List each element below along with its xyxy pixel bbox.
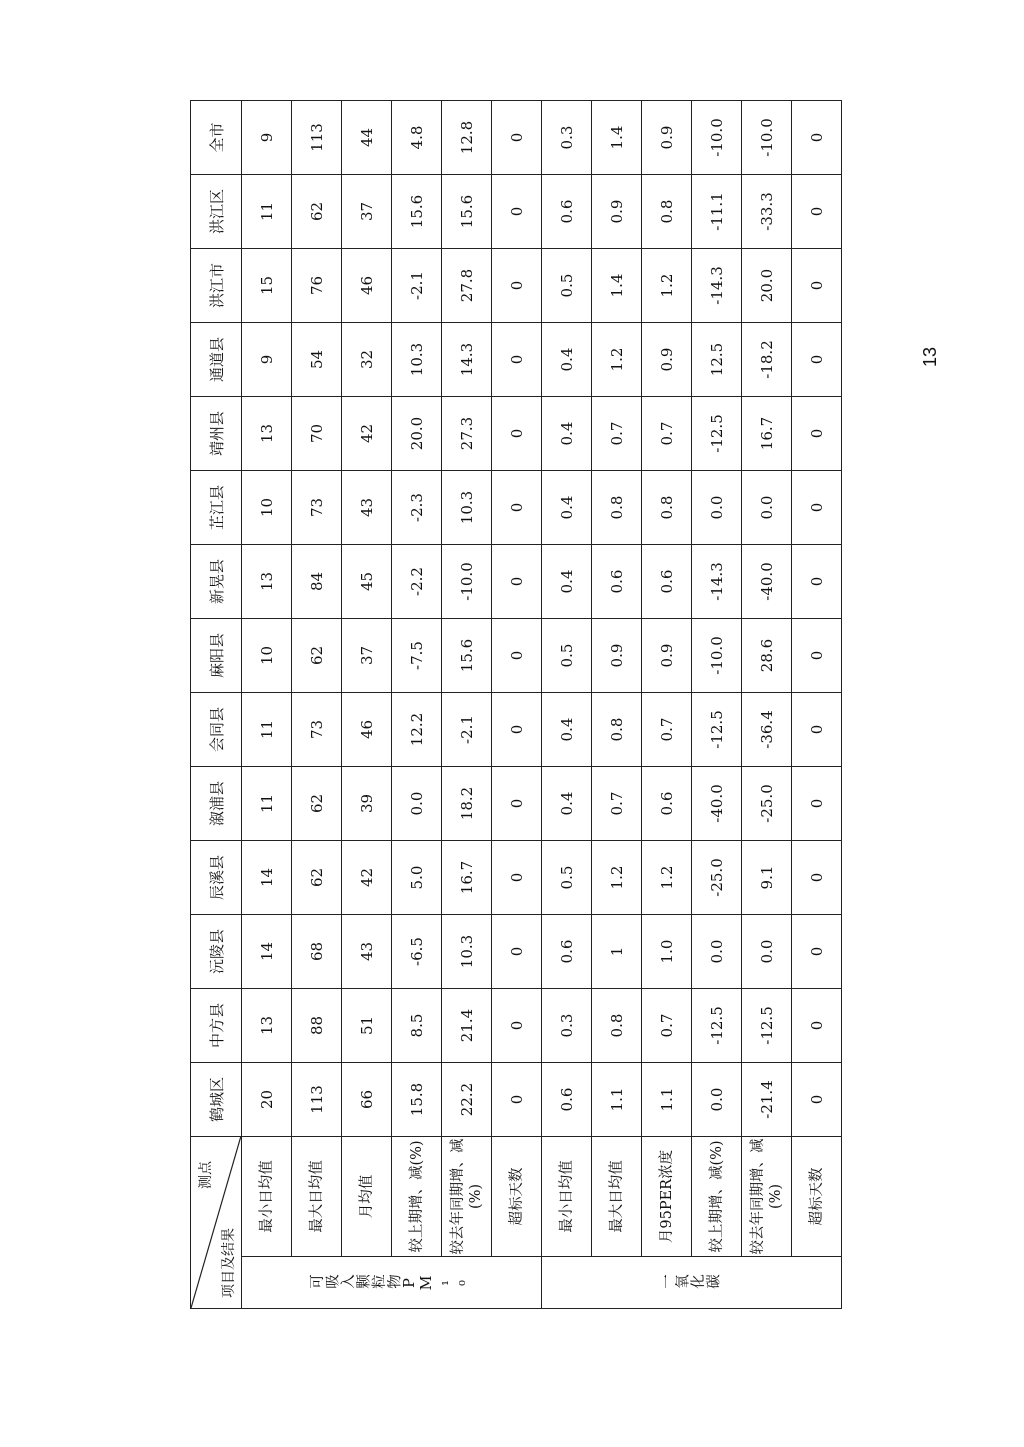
table-cell: 0.4 <box>542 471 592 545</box>
table-row <box>792 101 842 1309</box>
table-cell: 0.4 <box>542 397 592 471</box>
table-cell: 0 <box>492 767 542 841</box>
table-cell: 15.6 <box>442 619 492 693</box>
table-cell: 1.0 <box>642 915 692 989</box>
column-header: 靖州县 <box>191 397 242 471</box>
table-cell: -2.2 <box>392 545 442 619</box>
table-cell: 0.5 <box>542 619 592 693</box>
table-cell: 0.5 <box>542 249 592 323</box>
table-cell: 0 <box>792 767 842 841</box>
table-cell: 0.7 <box>592 397 642 471</box>
table-cell: 0.3 <box>542 989 592 1063</box>
table-cell: 10 <box>242 471 292 545</box>
table-cell: 0 <box>492 397 542 471</box>
table-cell: 0.7 <box>642 397 692 471</box>
table-cell: 0 <box>492 471 542 545</box>
table-cell: 0 <box>492 249 542 323</box>
table-cell: 20 <box>242 1063 292 1137</box>
table-cell: 37 <box>342 619 392 693</box>
table-cell: 9 <box>242 323 292 397</box>
table-cell: 62 <box>292 841 342 915</box>
table-cell: 0 <box>792 693 842 767</box>
table-cell: -10.0 <box>692 619 742 693</box>
table-cell: 16.7 <box>442 841 492 915</box>
table-cell: 88 <box>292 989 342 1063</box>
table-cell: 0 <box>792 175 842 249</box>
table-cell: 18.2 <box>442 767 492 841</box>
table-cell: 0 <box>492 693 542 767</box>
table-cell: 1 <box>592 915 642 989</box>
table-cell: 13 <box>242 397 292 471</box>
table-cell: 13 <box>242 989 292 1063</box>
table-cell: 44 <box>342 101 392 175</box>
table-cell: -14.3 <box>692 545 742 619</box>
table-cell: 70 <box>292 397 342 471</box>
table-cell: 0 <box>492 989 542 1063</box>
table-cell: 0.0 <box>692 471 742 545</box>
table-cell: -40.0 <box>692 767 742 841</box>
table-cell: 13 <box>242 545 292 619</box>
table-cell: 68 <box>292 915 342 989</box>
column-header: 会同县 <box>191 693 242 767</box>
table-corner-header <box>191 1137 242 1309</box>
table-cell: -14.3 <box>692 249 742 323</box>
table-cell: 12.2 <box>392 693 442 767</box>
table-cell: 73 <box>292 471 342 545</box>
table-cell: 0.3 <box>542 101 592 175</box>
table-cell: -33.3 <box>742 175 792 249</box>
column-header: 溆浦县 <box>191 767 242 841</box>
table-cell: -12.5 <box>692 397 742 471</box>
table-cell: -18.2 <box>742 323 792 397</box>
column-header: 洪江市 <box>191 249 242 323</box>
table-cell: 54 <box>292 323 342 397</box>
table-cell: 1.1 <box>642 1063 692 1137</box>
table-cell: -11.1 <box>692 175 742 249</box>
table-cell: 0.8 <box>592 989 642 1063</box>
table-cell: 39 <box>342 767 392 841</box>
table-cell: 0.9 <box>642 101 692 175</box>
table-cell: 1.4 <box>592 249 642 323</box>
table-cell: 0.6 <box>542 1063 592 1137</box>
table-row <box>642 101 692 1309</box>
table-cell: 42 <box>342 841 392 915</box>
table-cell: -2.1 <box>442 693 492 767</box>
corner-bottom-label: 项目及结果 <box>221 1228 237 1298</box>
table-cell: 46 <box>342 693 392 767</box>
table-cell: 14 <box>242 841 292 915</box>
table-cell: 0 <box>792 619 842 693</box>
table-cell: 0 <box>492 101 542 175</box>
table-cell: 1.2 <box>642 841 692 915</box>
column-header: 全市 <box>191 101 242 175</box>
row-label: 最大日均值 <box>292 1137 342 1257</box>
table-cell: 0 <box>792 323 842 397</box>
table-cell: 0.6 <box>542 175 592 249</box>
table-cell: 0.7 <box>592 767 642 841</box>
table-cell: 1.2 <box>592 323 642 397</box>
table-row <box>742 101 792 1309</box>
table-cell: -10.0 <box>692 101 742 175</box>
row-label: 最大日均值 <box>592 1137 642 1257</box>
table-cell: 0.9 <box>592 175 642 249</box>
table-cell: 42 <box>342 397 392 471</box>
column-header: 鹤城区 <box>191 1063 242 1137</box>
column-header: 通道县 <box>191 323 242 397</box>
table-cell: 28.6 <box>742 619 792 693</box>
group-label: 可吸入颗粒物PM₁₀ <box>309 1275 470 1291</box>
table-cell: 14.3 <box>442 323 492 397</box>
row-label: 月均值 <box>342 1137 392 1257</box>
table-cell: 14 <box>242 915 292 989</box>
column-header: 芷江县 <box>191 471 242 545</box>
table-cell: -25.0 <box>742 767 792 841</box>
table-cell: 0.0 <box>742 471 792 545</box>
table-cell: 0 <box>792 471 842 545</box>
table-row <box>292 101 342 1309</box>
table-cell: 0 <box>792 397 842 471</box>
table-cell: 0.0 <box>692 915 742 989</box>
table-cell: 43 <box>342 915 392 989</box>
table-cell: -36.4 <box>742 693 792 767</box>
table-cell: 62 <box>292 767 342 841</box>
table-cell: 11 <box>242 175 292 249</box>
table-cell: 73 <box>292 693 342 767</box>
table-cell: 0.6 <box>642 545 692 619</box>
table-row <box>442 101 492 1309</box>
table-cell: -21.4 <box>742 1063 792 1137</box>
table-cell: 43 <box>342 471 392 545</box>
table-cell: 20.0 <box>392 397 442 471</box>
group-label: 一氧化碳 <box>658 1275 721 1291</box>
column-header: 沅陵县 <box>191 915 242 989</box>
table-cell: 1.4 <box>592 101 642 175</box>
table-row <box>692 101 742 1309</box>
table-cell: 51 <box>342 989 392 1063</box>
table-cell: 0.8 <box>642 175 692 249</box>
group-label-cell <box>242 1257 542 1309</box>
table-cell: 0.7 <box>642 989 692 1063</box>
table-cell: 0.6 <box>542 915 592 989</box>
table-row <box>542 101 592 1309</box>
table-cell: -2.3 <box>392 471 442 545</box>
table-cell: -10.0 <box>742 101 792 175</box>
table-row <box>392 101 442 1309</box>
table-cell: 1.2 <box>592 841 642 915</box>
row-label: 月95PER浓度 <box>642 1137 692 1257</box>
table-cell: 27.3 <box>442 397 492 471</box>
corner-top-label: 测点 <box>198 1161 214 1189</box>
table-cell: 45 <box>342 545 392 619</box>
table-row <box>242 101 292 1309</box>
table-cell: 11 <box>242 767 292 841</box>
table-cell: -40.0 <box>742 545 792 619</box>
table-cell: 11 <box>242 693 292 767</box>
table-row <box>342 101 392 1309</box>
column-header: 中方县 <box>191 989 242 1063</box>
table-cell: 15.6 <box>392 175 442 249</box>
table-cell: 76 <box>292 249 342 323</box>
table-cell: 1.2 <box>642 249 692 323</box>
table-cell: 12.5 <box>692 323 742 397</box>
table-cell: 0 <box>492 915 542 989</box>
table-cell: 0 <box>492 1063 542 1137</box>
table-cell: 20.0 <box>742 249 792 323</box>
table-cell: 0.4 <box>542 693 592 767</box>
table-cell: 0 <box>792 841 842 915</box>
table-cell: 32 <box>342 323 392 397</box>
table-cell: 0 <box>792 249 842 323</box>
table-cell: 66 <box>342 1063 392 1137</box>
table-cell: -2.1 <box>392 249 442 323</box>
table-cell: 10.3 <box>442 915 492 989</box>
table-cell: 0 <box>792 915 842 989</box>
table-cell: 62 <box>292 175 342 249</box>
table-cell: 0 <box>792 1063 842 1137</box>
row-label: 最小日均值 <box>242 1137 292 1257</box>
row-label: 较去年同期增、减(%) <box>742 1137 792 1257</box>
table-cell: 0 <box>492 175 542 249</box>
table-row <box>592 101 642 1309</box>
table-cell: 16.7 <box>742 397 792 471</box>
column-header: 新晃县 <box>191 545 242 619</box>
table-cell: 15 <box>242 249 292 323</box>
row-label: 较上期增、减(%) <box>392 1137 442 1257</box>
row-label: 超标天数 <box>492 1137 542 1257</box>
table-cell: 84 <box>292 545 342 619</box>
column-header: 洪江区 <box>191 175 242 249</box>
table-cell: 15.8 <box>392 1063 442 1137</box>
table-cell: 0.8 <box>592 471 642 545</box>
table-cell: 27.8 <box>442 249 492 323</box>
row-label: 较去年同期增、减(%) <box>442 1137 492 1257</box>
table-cell: -6.5 <box>392 915 442 989</box>
table-cell: -7.5 <box>392 619 442 693</box>
table-cell: -10.0 <box>442 545 492 619</box>
column-header: 辰溪县 <box>191 841 242 915</box>
table-cell: 0 <box>792 101 842 175</box>
table-cell: 10.3 <box>392 323 442 397</box>
table-cell: -25.0 <box>692 841 742 915</box>
table-row <box>492 101 542 1309</box>
table-cell: 0.9 <box>592 619 642 693</box>
table-cell: 0.4 <box>542 323 592 397</box>
table-cell: 0.0 <box>392 767 442 841</box>
table-cell: 9 <box>242 101 292 175</box>
table-cell: 37 <box>342 175 392 249</box>
table-cell: 0.6 <box>642 767 692 841</box>
table-cell: 0.8 <box>642 471 692 545</box>
table-cell: 62 <box>292 619 342 693</box>
table-cell: 46 <box>342 249 392 323</box>
table-cell: 9.1 <box>742 841 792 915</box>
table-cell: -12.5 <box>692 989 742 1063</box>
table-cell: 8.5 <box>392 989 442 1063</box>
row-label: 最小日均值 <box>542 1137 592 1257</box>
table-cell: 0.6 <box>592 545 642 619</box>
table-cell: 0.4 <box>542 545 592 619</box>
table-cell: 113 <box>292 1063 342 1137</box>
table-cell: 0 <box>492 545 542 619</box>
table-cell: 0 <box>492 323 542 397</box>
table-cell: 0.4 <box>542 767 592 841</box>
table-cell: 0.9 <box>642 619 692 693</box>
table-cell: 10 <box>242 619 292 693</box>
column-header: 麻阳县 <box>191 619 242 693</box>
table-cell: 22.2 <box>442 1063 492 1137</box>
table-cell: 1.1 <box>592 1063 642 1137</box>
table-cell: 0.8 <box>592 693 642 767</box>
table-cell: 0 <box>792 989 842 1063</box>
table-cell: -12.5 <box>742 989 792 1063</box>
table-cell: 0 <box>492 619 542 693</box>
table-cell: 0 <box>492 841 542 915</box>
table-cell: 0.7 <box>642 693 692 767</box>
table-cell: 0.0 <box>742 915 792 989</box>
group-label-cell <box>542 1257 842 1309</box>
page-number: 13 <box>920 346 940 367</box>
table-cell: 0.9 <box>642 323 692 397</box>
table-cell: 10.3 <box>442 471 492 545</box>
row-label: 超标天数 <box>792 1137 842 1257</box>
table-cell: 21.4 <box>442 989 492 1063</box>
row-label: 较上期增、减(%) <box>692 1137 742 1257</box>
air-quality-table <box>190 100 842 1309</box>
table-cell: 5.0 <box>392 841 442 915</box>
table-cell: 12.8 <box>442 101 492 175</box>
table-cell: 4.8 <box>392 101 442 175</box>
table-cell: -12.5 <box>692 693 742 767</box>
table-cell: 0 <box>792 545 842 619</box>
table-cell: 0.0 <box>692 1063 742 1137</box>
table-cell: 0.5 <box>542 841 592 915</box>
table-cell: 113 <box>292 101 342 175</box>
table-cell: 15.6 <box>442 175 492 249</box>
